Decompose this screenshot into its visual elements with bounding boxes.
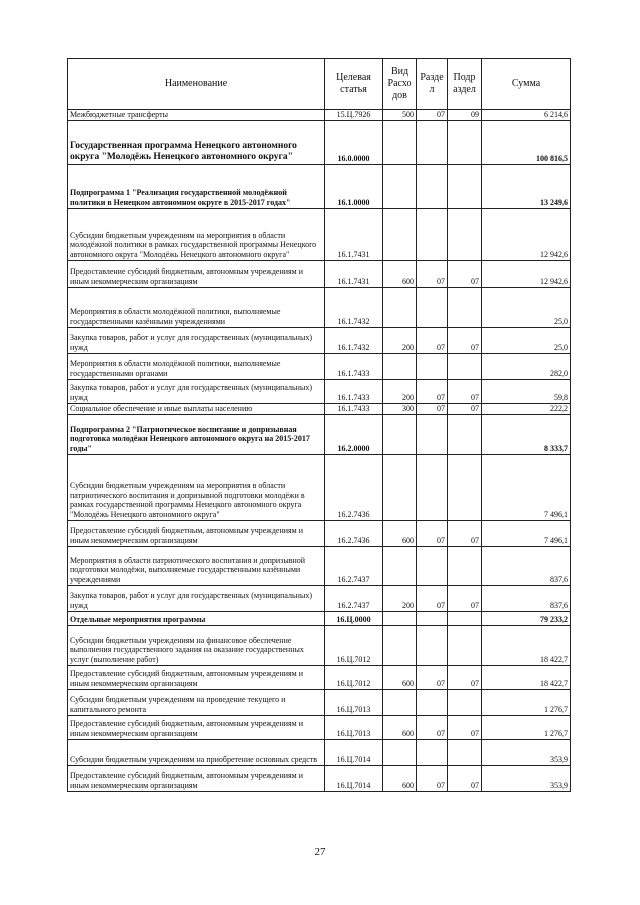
row-expense-type: [383, 546, 417, 585]
row-expense-type: [383, 414, 417, 454]
row-name: Субсидии бюджетным учреждениям на приобретение основных средств: [68, 739, 325, 765]
row-subsection: [448, 414, 482, 454]
row-section: [417, 454, 448, 520]
row-name: Мероприятия в области молодёжной политики, выполняемые государственными органами: [68, 353, 325, 379]
row-subsection: [448, 120, 482, 164]
table-row: [68, 120, 571, 164]
row-expense-type: 600: [383, 715, 417, 739]
row-name: Подпрограмма 1 "Реализация государственной молодёжной политики в Ненецком автономном округе в 2015-2017 годах": [68, 164, 325, 208]
row-section: 07: [417, 665, 448, 689]
row-subsection: [448, 164, 482, 208]
row-section: [417, 287, 448, 327]
row-section: 07: [417, 110, 448, 121]
row-section: [417, 208, 448, 260]
header-sum: Сумма: [482, 59, 571, 110]
row-sum: 59,8: [482, 379, 571, 403]
row-section: 07: [417, 715, 448, 739]
row-sum: 100 816,5: [482, 120, 571, 164]
row-target-article: 16.1.7431: [325, 208, 383, 260]
row-name: Субсидии бюджетным учреждениям на мероприятия в области молодёжной политики в рамках государственной программы Ненецкого автономного округа "Молодёжь Ненецкого автономного округа": [68, 208, 325, 260]
row-subsection: [448, 625, 482, 665]
budget-table: [67, 58, 571, 792]
table-row: [68, 611, 571, 625]
row-section: [417, 625, 448, 665]
row-subsection: [448, 353, 482, 379]
row-expense-type: 500: [383, 110, 417, 121]
row-target-article: 15.Ц.7926: [325, 110, 383, 121]
row-subsection: [448, 454, 482, 520]
row-name: Субсидии бюджетным учреждениям на проведение текущего и капитального ремонта: [68, 689, 325, 715]
row-name: Предоставление субсидий бюджетным, автономным учреждениям и иным некоммерческим организациям: [68, 765, 325, 791]
row-sum: 837,6: [482, 546, 571, 585]
row-sum: 222,2: [482, 403, 571, 414]
row-subsection: [448, 208, 482, 260]
row-name: Предоставление субсидий бюджетным, автономным учреждениям и иным некоммерческим организациям: [68, 665, 325, 689]
row-section: 07: [417, 520, 448, 546]
row-name: Закупка товаров, работ и услуг для государственных (муниципальных) нужд: [68, 585, 325, 611]
row-name: Предоставление субсидий бюджетным, автономным учреждениям и иным некоммерческим организациям: [68, 715, 325, 739]
row-expense-type: [383, 689, 417, 715]
row-expense-type: 600: [383, 665, 417, 689]
table-row: [68, 765, 571, 791]
row-subsection: [448, 739, 482, 765]
row-target-article: 16.2.7436: [325, 520, 383, 546]
table-row: [68, 403, 571, 414]
table-row: [68, 353, 571, 379]
row-expense-type: 600: [383, 260, 417, 287]
row-expense-type: [383, 625, 417, 665]
row-subsection: 07: [448, 379, 482, 403]
table-row: [68, 715, 571, 739]
row-sum: 79 233,2: [482, 611, 571, 625]
table-row: [68, 585, 571, 611]
row-subsection: [448, 546, 482, 585]
row-target-article: 16.2.7437: [325, 546, 383, 585]
row-sum: 1 276,7: [482, 715, 571, 739]
table-row: [68, 379, 571, 403]
row-section: [417, 120, 448, 164]
row-name: Мероприятия в области молодёжной политики, выполняемые государственными казёнными учреждениями: [68, 287, 325, 327]
row-target-article: 16.1.7433: [325, 403, 383, 414]
table-row: [68, 208, 571, 260]
row-expense-type: 300: [383, 403, 417, 414]
table-row: [68, 689, 571, 715]
row-sum: 7 496,1: [482, 454, 571, 520]
row-expense-type: [383, 454, 417, 520]
row-sum: 7 496,1: [482, 520, 571, 546]
row-sum: 25,0: [482, 287, 571, 327]
row-name: Подпрограмма 2 "Патриотическое воспитание и допризывная подготовка молодёжи Ненецкого автономного округа на 2015-2017 годы": [68, 414, 325, 454]
row-target-article: 16.1.7433: [325, 353, 383, 379]
row-name: Отдельные мероприятия программы: [68, 611, 325, 625]
row-section: 07: [417, 260, 448, 287]
row-subsection: 07: [448, 585, 482, 611]
row-sum: 6 214,6: [482, 110, 571, 121]
row-subsection: 07: [448, 765, 482, 791]
table-row: [68, 665, 571, 689]
row-target-article: 16.Ц.0000: [325, 611, 383, 625]
header-section: Разде л: [417, 59, 448, 110]
row-subsection: [448, 689, 482, 715]
row-expense-type: [383, 208, 417, 260]
row-sum: 13 249,6: [482, 164, 571, 208]
table-row: [68, 625, 571, 665]
header-name: Наименование: [68, 59, 325, 110]
row-name: Предоставление субсидий бюджетным, автономным учреждениям и иным некоммерческим организациям: [68, 520, 325, 546]
row-section: 07: [417, 403, 448, 414]
row-section: [417, 414, 448, 454]
row-section: [417, 689, 448, 715]
header-target-article: Целевая статья: [325, 59, 383, 110]
table-row: [68, 414, 571, 454]
row-subsection: 07: [448, 520, 482, 546]
row-name: Мероприятия в области патриотического воспитания и допризывной подготовки молодёжи, выполняемые государственными казёнными учреждениями: [68, 546, 325, 585]
row-target-article: 16.Ц.7012: [325, 625, 383, 665]
row-section: 07: [417, 327, 448, 353]
row-sum: 282,0: [482, 353, 571, 379]
row-section: [417, 353, 448, 379]
row-target-article: 16.1.0000: [325, 164, 383, 208]
row-expense-type: 200: [383, 585, 417, 611]
row-sum: 18 422,7: [482, 625, 571, 665]
row-subsection: 07: [448, 327, 482, 353]
row-expense-type: 600: [383, 765, 417, 791]
table-row: [68, 110, 571, 121]
header-subsection: Подр аздел: [448, 59, 482, 110]
row-target-article: 16.0.0000: [325, 120, 383, 164]
row-subsection: [448, 287, 482, 327]
row-sum: 353,9: [482, 765, 571, 791]
row-section: 07: [417, 585, 448, 611]
table-row: [68, 260, 571, 287]
row-target-article: 16.1.7432: [325, 287, 383, 327]
row-target-article: 16.2.7437: [325, 585, 383, 611]
row-subsection: 09: [448, 110, 482, 121]
row-expense-type: [383, 120, 417, 164]
row-sum: 837,6: [482, 585, 571, 611]
row-expense-type: 200: [383, 327, 417, 353]
row-sum: 8 333,7: [482, 414, 571, 454]
row-sum: 1 276,7: [482, 689, 571, 715]
row-expense-type: [383, 287, 417, 327]
table-row: [68, 287, 571, 327]
row-section: 07: [417, 379, 448, 403]
row-sum: 12 942,6: [482, 208, 571, 260]
row-name: Государственная программа Ненецкого автономного округа "Молодёжь Ненецкого автономного округа": [68, 120, 325, 164]
row-sum: 12 942,6: [482, 260, 571, 287]
row-name: Закупка товаров, работ и услуг для государственных (муниципальных) нужд: [68, 327, 325, 353]
table-row: [68, 739, 571, 765]
table-row: [68, 454, 571, 520]
table-row: [68, 546, 571, 585]
row-target-article: 16.1.7433: [325, 379, 383, 403]
table-row: [68, 327, 571, 353]
row-name: Межбюджетные трансферты: [68, 110, 325, 121]
row-section: [417, 739, 448, 765]
row-target-article: 16.Ц.7014: [325, 739, 383, 765]
table-body: [68, 110, 571, 792]
row-expense-type: [383, 611, 417, 625]
row-expense-type: [383, 353, 417, 379]
row-subsection: [448, 611, 482, 625]
row-section: [417, 164, 448, 208]
row-sum: 25,0: [482, 327, 571, 353]
row-expense-type: [383, 739, 417, 765]
row-target-article: 16.Ц.7014: [325, 765, 383, 791]
row-section: 07: [417, 765, 448, 791]
row-target-article: 16.1.7431: [325, 260, 383, 287]
row-subsection: 07: [448, 403, 482, 414]
row-expense-type: 600: [383, 520, 417, 546]
row-section: [417, 546, 448, 585]
row-expense-type: [383, 164, 417, 208]
row-target-article: 16.Ц.7012: [325, 665, 383, 689]
row-target-article: 16.Ц.7013: [325, 689, 383, 715]
table-row: [68, 520, 571, 546]
page-number: 27: [314, 846, 326, 858]
row-subsection: 07: [448, 260, 482, 287]
row-name: Субсидии бюджетным учреждениям на финансовое обеспечение выполнения государственного задания на оказание государственных услуг (выполнение работ): [68, 625, 325, 665]
row-subsection: 07: [448, 715, 482, 739]
row-target-article: 16.2.7436: [325, 454, 383, 520]
row-target-article: 16.1.7432: [325, 327, 383, 353]
table-header: [68, 59, 571, 110]
row-target-article: 16.Ц.7013: [325, 715, 383, 739]
row-subsection: 07: [448, 665, 482, 689]
row-sum: 18 422,7: [482, 665, 571, 689]
row-target-article: 16.2.0000: [325, 414, 383, 454]
table-row: [68, 164, 571, 208]
row-sum: 353,9: [482, 739, 571, 765]
row-name: Предоставление субсидий бюджетным, автономным учреждениям и иным некоммерческим организациям: [68, 260, 325, 287]
row-section: [417, 611, 448, 625]
row-expense-type: 200: [383, 379, 417, 403]
header-expense-type: Вид Расхо дов: [383, 59, 417, 110]
row-name: Социальное обеспечение и иные выплаты населению: [68, 403, 325, 414]
row-name: Субсидии бюджетным учреждениям на мероприятия в области патриотического воспитания и допризывной подготовки молодёжи в рамках государственной программы Ненецкого автономного округа "Молодёжь Ненецкого автономного округа": [68, 454, 325, 520]
row-name: Закупка товаров, работ и услуг для государственных (муниципальных) нужд: [68, 379, 325, 403]
